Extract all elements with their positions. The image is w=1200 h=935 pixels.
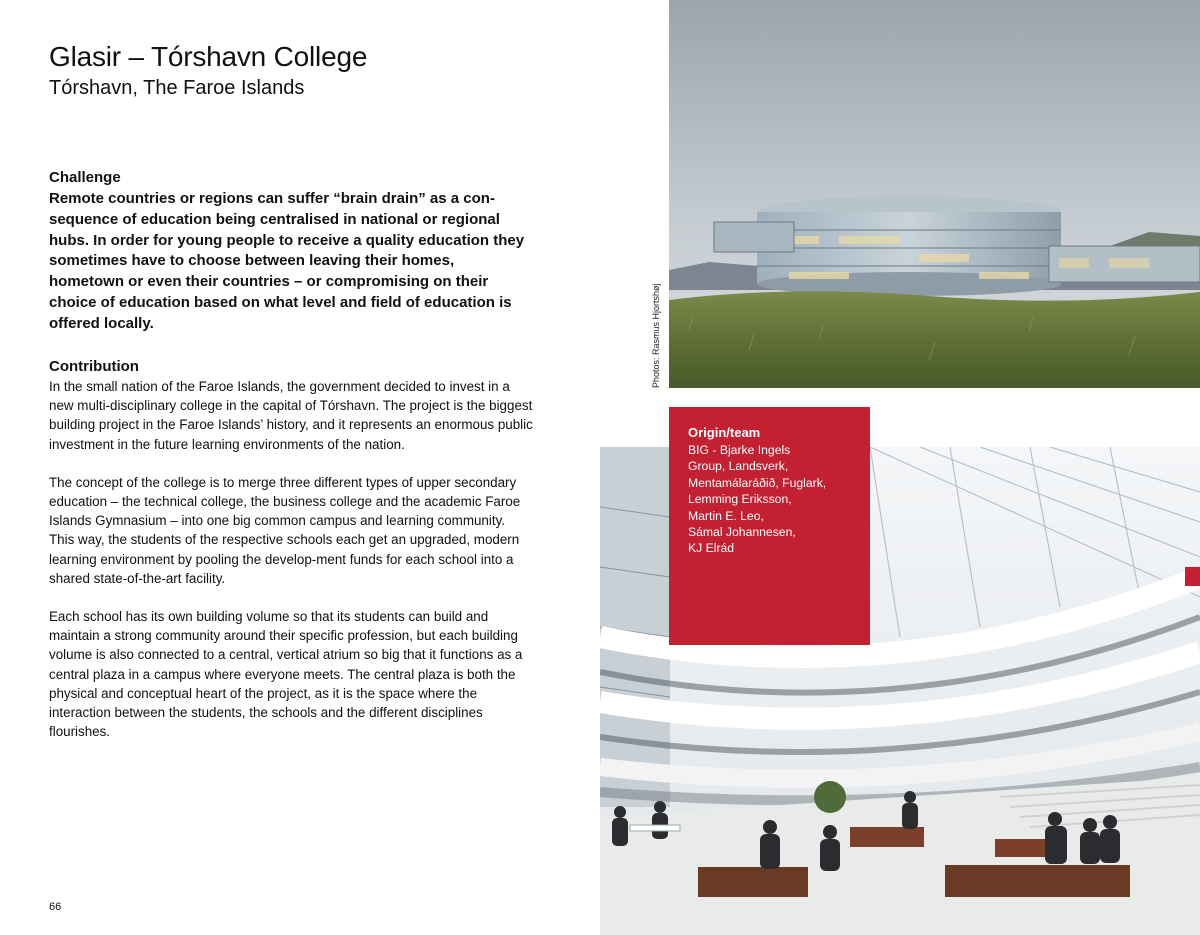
exterior-photo [669, 0, 1200, 388]
photo-credit: Photos: Rasmus Hjortshøj [651, 283, 661, 388]
team-line: Martin E. Leo, [688, 508, 764, 523]
team-line: Sámal Johannesen, [688, 525, 796, 540]
red-edge-marker [1185, 567, 1200, 586]
team-line: KJ Elrád [688, 541, 735, 556]
team-heading: Origin/team [688, 425, 761, 440]
challenge-text: Remote countries or regions can suffer “brain drain” as a con-sequence of education being centralised in national or regional hubs. In order for young people to receive a quality education they sometimes have to choose between leaving their homes, hometown or even their countries – or compromising on their choice of education based on what level and field of education is offered locally. [49, 190, 525, 332]
contribution-text [49, 377, 533, 760]
team-line: BIG - Bjarke Ingels [688, 443, 791, 457]
contribution-paragraph: The concept of the college is to merge three different types of upper secondary education – the technical college, the business college and the academic Faroe Islands Gymnasium – into one big common campus and learning community. This way, the students of the respective schools each get an upgraded, modern learning environment by pooling the develop-ment funds for each school into a shared state-of-the-art facility. [49, 474, 521, 586]
team-info-box [669, 407, 870, 645]
team-line: Lemming Eriksson, [688, 492, 792, 507]
team-line: Mentamálaráðið, Fuglark, [688, 475, 827, 490]
contribution-heading: Contribution [49, 358, 139, 375]
challenge-heading: Challenge [49, 169, 121, 186]
contribution-paragraph: In the small nation of the Faroe Islands, the government decided to invest in a new multi-disciplinary college in the capital of Tórshavn. The project is the biggest building project in the Faroe Islands’ history, and it represents an enormous public investment in the future learning environments of the nation. [49, 379, 533, 452]
page-title: Glasir – Tórshavn College [49, 41, 368, 72]
page-number: 66 [49, 901, 62, 913]
team-line: Group, Landsverk, [688, 459, 789, 474]
contribution-paragraph: Each school has its own building volume so that its students can build and maintain a strong community around their specific profession, but each building volume is also connected to a central, vertical atrium so big that it functions as a central plaza in a campus where everyone meets. The central plaza is both the physical and conceptual heart of the project, as it is the space where the interaction between the students, the schools and the different disciplines flourishes. [49, 609, 523, 740]
page-subtitle: Tórshavn, The Faroe Islands [49, 77, 305, 99]
